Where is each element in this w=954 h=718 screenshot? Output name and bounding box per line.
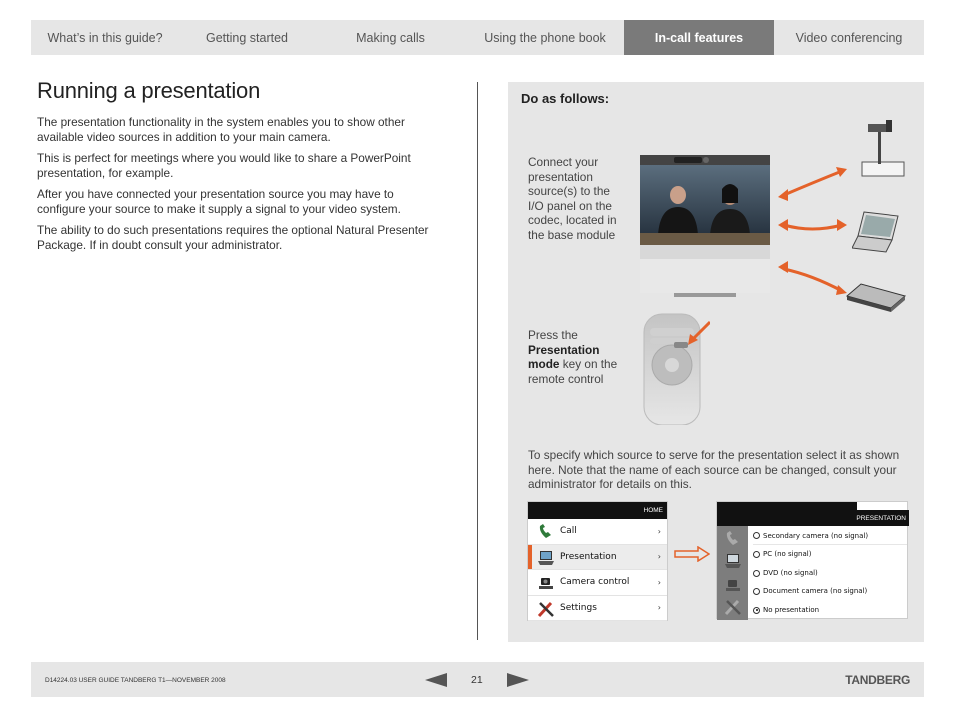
- camera-icon: [537, 574, 555, 592]
- radio-button: [753, 551, 760, 558]
- menu-item-settings[interactable]: [528, 596, 667, 622]
- option-label: PC (no signal): [763, 550, 812, 558]
- tab-in-call-features[interactable]: In-call features: [624, 20, 774, 55]
- radio-button: [753, 532, 760, 539]
- tab-getting-started[interactable]: Getting started: [206, 30, 288, 45]
- radio-button: [753, 588, 760, 595]
- option-label: Secondary camera (no signal): [763, 531, 869, 540]
- camera-icon: [723, 576, 743, 594]
- presentation-mode-key-name: Presentation mode: [528, 342, 600, 371]
- option-no-presentation[interactable]: [753, 601, 907, 619]
- tab-whats-in-this-guide[interactable]: What’s in this guide?: [47, 30, 163, 45]
- option-pc[interactable]: [753, 545, 907, 563]
- menu-item-call[interactable]: [528, 519, 667, 545]
- chevron-right-icon: ›: [657, 526, 661, 536]
- option-label: No presentation: [763, 606, 820, 614]
- tab-video-conferencing[interactable]: Video conferencing: [795, 30, 903, 45]
- connection-arrows: [776, 165, 848, 295]
- tools-icon: [723, 598, 743, 616]
- page-title: Running a presentation: [37, 78, 261, 103]
- step-press-key-text: [528, 328, 628, 386]
- video-system-illustration: [640, 155, 770, 297]
- phone-icon: [723, 530, 743, 548]
- footer: [31, 662, 924, 697]
- presentation-menu-top-bar: [717, 502, 857, 526]
- laptop-icon: [723, 552, 743, 570]
- menu-item-presentation[interactable]: [528, 545, 667, 571]
- presentation-menu-header: PRESENTATION: [857, 510, 909, 526]
- menu-item-label: Presentation: [560, 551, 617, 562]
- remote-control-illustration: [640, 310, 710, 425]
- step-press-post: key on the remote control: [528, 357, 618, 386]
- option-document-camera[interactable]: [753, 582, 907, 600]
- menu-item-label: Settings: [560, 602, 597, 613]
- presentation-menu-screen: [716, 501, 908, 619]
- arrow-left-icon[interactable]: [425, 673, 447, 687]
- chevron-right-icon: ›: [657, 603, 661, 613]
- phone-icon: [537, 523, 555, 541]
- menu-item-label: Camera control: [560, 577, 630, 588]
- panel-heading: Do as follows:: [521, 91, 610, 106]
- page-number: 21: [471, 674, 483, 686]
- chevron-right-icon: ›: [657, 552, 661, 562]
- menu-item-camera-control[interactable]: [528, 570, 667, 596]
- tab-making-calls[interactable]: Making calls: [356, 30, 425, 45]
- menu-item-label: Call: [560, 526, 577, 537]
- tools-icon: [537, 600, 555, 618]
- intro-paragraph-2: This is perfect for meetings where you would like to share a PowerPoint presentation, for example.: [37, 151, 411, 180]
- step-press-pre: Press the: [528, 328, 578, 342]
- dvd-player-icon: [845, 278, 907, 312]
- option-label: Document camera (no signal): [763, 587, 868, 595]
- presentation-menu-sidebar: [717, 526, 748, 620]
- tab-using-the-phone-book[interactable]: Using the phone book: [484, 30, 606, 45]
- document-camera-icon: [856, 118, 906, 180]
- chevron-right-icon: ›: [657, 577, 661, 587]
- laptop-icon: [537, 549, 555, 567]
- arrow-right-icon: [674, 546, 710, 562]
- brand-logo: TANDBERG: [845, 673, 910, 687]
- radio-button-selected: [753, 607, 760, 614]
- intro-paragraph-4: The ability to do such presentations requires the optional Natural Presenter Package. If in doubt consult your administrator.: [37, 223, 429, 252]
- option-secondary-camera[interactable]: [753, 527, 907, 545]
- option-dvd[interactable]: [753, 564, 907, 582]
- top-navigation: [31, 20, 924, 55]
- intro-paragraph-1: The presentation functionality in the system enables you to show other available video sources in addition to your main camera.: [37, 115, 405, 144]
- intro-paragraph-3: After you have connected your presentation source you may have to configure your source to make it supply a signal to your video system.: [37, 187, 401, 216]
- arrow-right-icon[interactable]: [507, 673, 529, 687]
- home-menu-header: HOME: [528, 502, 667, 519]
- column-divider: [477, 82, 478, 640]
- home-menu-screen: [527, 501, 668, 621]
- step-connect-text: Connect your presentation source(s) to the I/O panel on the codec, located in the base module: [528, 155, 617, 242]
- step-select-source-text: To specify which source to serve for the presentation select it as shown here. Note that the name of each source can be changed, consult your administrator for details on this.: [528, 448, 900, 491]
- option-label: DVD (no signal): [763, 569, 818, 577]
- document-reference: D14224.03 USER GUIDE TANDBERG T1—NOVEMBER 2008: [45, 677, 226, 684]
- laptop-icon: [852, 210, 900, 254]
- radio-button: [753, 570, 760, 577]
